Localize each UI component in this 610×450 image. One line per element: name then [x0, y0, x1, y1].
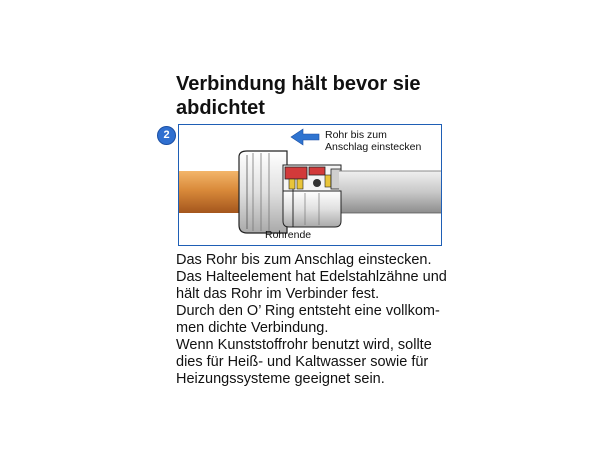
- fitting-body: [239, 151, 287, 233]
- arrow-left-icon: [291, 129, 319, 145]
- fitting-diagram: [178, 124, 442, 246]
- callout-insert-line-1: Rohr bis zum: [325, 129, 387, 141]
- copper-pipe: [179, 171, 243, 213]
- inserted-pipe: [339, 171, 441, 213]
- body-line: hält das Rohr im Verbinder fest.: [176, 286, 380, 302]
- body-line: dies für Heiß- und Kaltwasser sowie für: [176, 354, 429, 370]
- body-line: Heizungssysteme geeignet sein.: [176, 371, 385, 387]
- callout-pipe-end: Rohrende: [265, 229, 312, 241]
- collet-red: [285, 167, 307, 179]
- body-line: men dichte Verbindung.: [176, 320, 329, 336]
- body-line: Wenn Kunststoffrohr benutzt wird, sollte: [176, 337, 432, 353]
- body-line: Das Halteelement hat Edelstahlzähne und: [176, 269, 447, 285]
- o-ring: [313, 179, 321, 187]
- title-line-2: abdichtet: [176, 97, 265, 119]
- instruction-text: [176, 252, 447, 388]
- callout-insert-line-2: Anschlag einstecken: [325, 141, 422, 153]
- title-line-1: Verbindung hält bevor sie: [176, 73, 421, 95]
- step-number-badge: 2: [157, 126, 176, 145]
- stainless-teeth: [289, 179, 295, 189]
- page-title: [176, 72, 476, 120]
- callout-insert-pipe: [325, 129, 421, 153]
- body-line: Durch den O’ Ring entsteht eine vollkom-: [176, 303, 440, 319]
- body-line: Das Rohr bis zum Anschlag einstecken.: [176, 252, 432, 268]
